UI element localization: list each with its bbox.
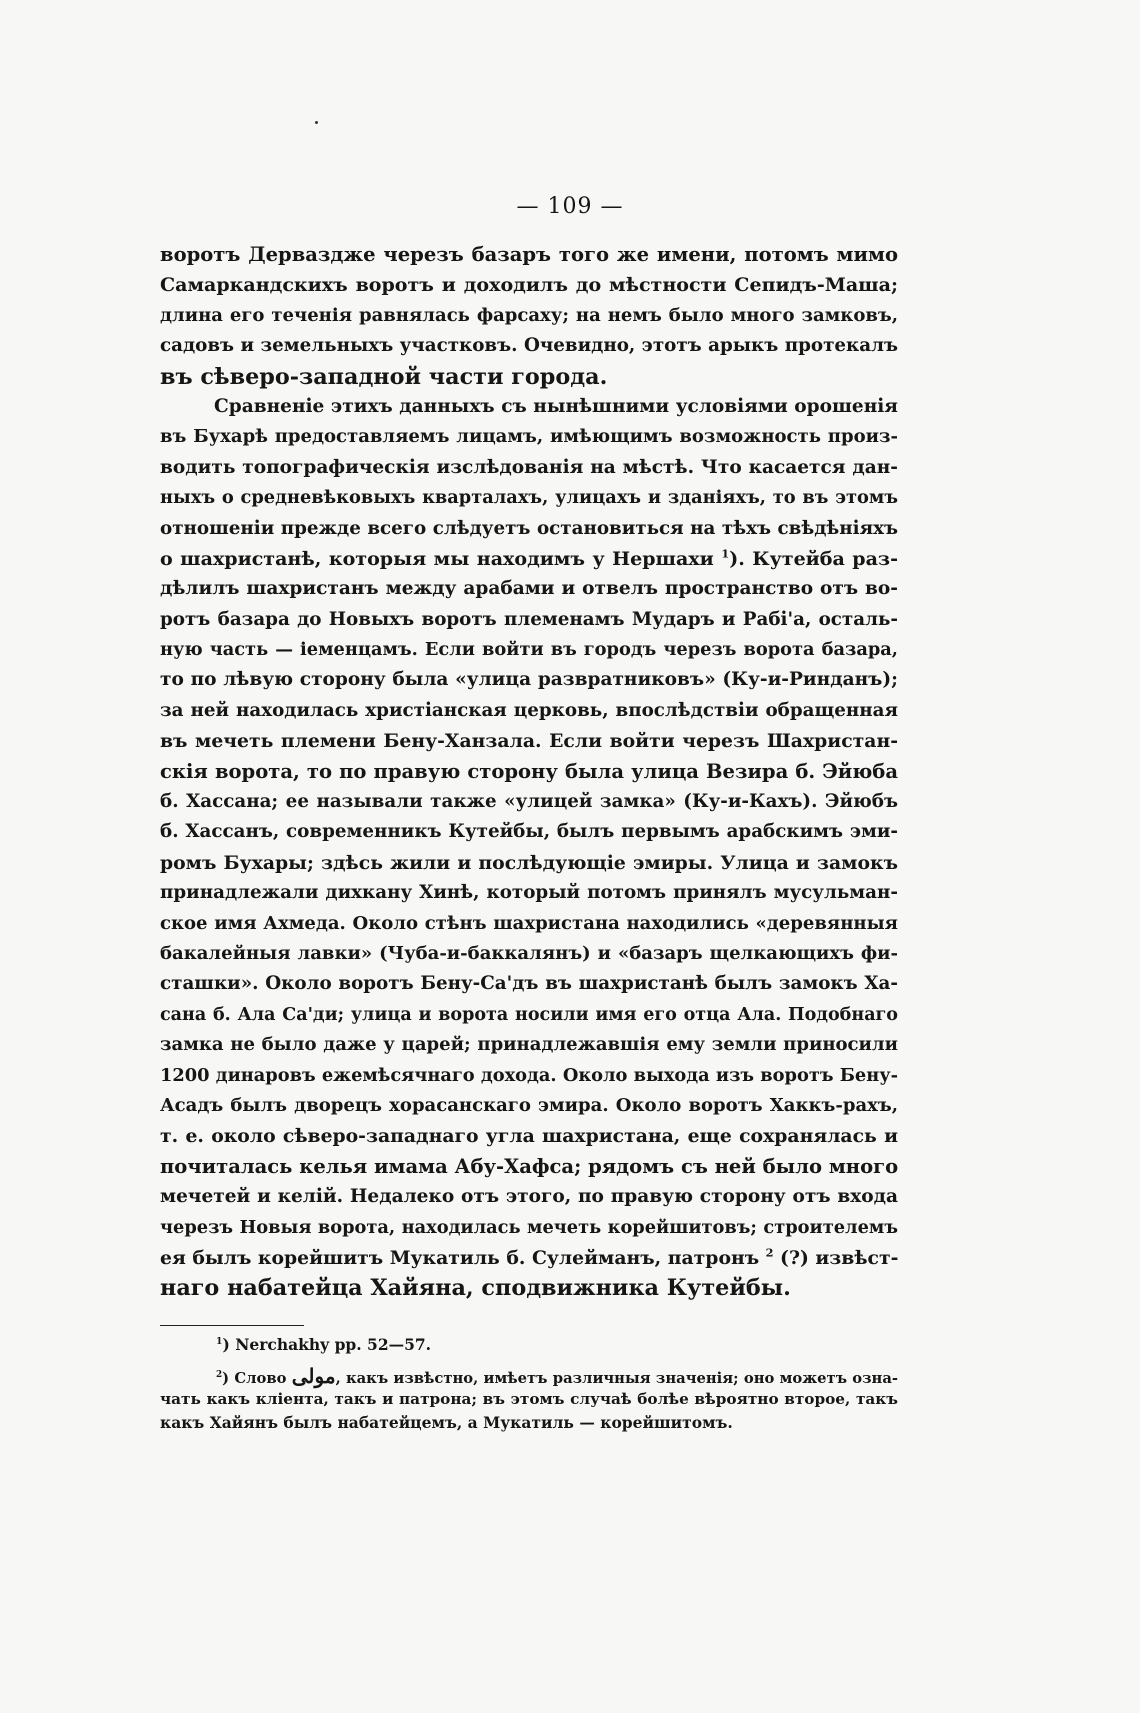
footnote-1 [160, 1333, 898, 1356]
text-line: наго набатейца Хайяна, сподвижника Кутейбы. [160, 1275, 791, 1302]
text-line: ротъ базара до Новыхъ воротъ племенамъ Мударъ и Рабі'а, осталь- [160, 608, 898, 630]
text-line: почиталась келья имама Абу-Хафса; рядомъ съ ней было много [160, 1154, 899, 1178]
text-line: въ сѣверо-западной части города. [160, 363, 608, 390]
text-fragment: (?) извѣст- [773, 1246, 899, 1269]
text-line: водить топографическія изслѣдованія на мѣстѣ. Что касается дан- [160, 456, 898, 478]
footnote-text: ) Слово [222, 1370, 287, 1387]
text-line: воротъ Дервазджe черезъ базаръ того же имени, потомъ мимо [160, 243, 898, 266]
text-line: ныхъ о средневѣковыхъ кварталахъ, улицахъ и зданіяхъ, то въ этомъ [160, 487, 898, 509]
text-line: черезъ Новыя ворота, находилась мечеть корейшитовъ; строителемъ [160, 1216, 898, 1238]
text-line: ную часть — іеменцамъ. Если войти въ городъ черезъ ворота базара, [160, 639, 898, 661]
footnote-2-line: какъ Хайянъ былъ набатейцемъ, а Мукатиль — корейшитомъ. [160, 1413, 733, 1432]
text-line: то по лѣвую сторону была «улица развратниковъ» (Ку-и-Ринданъ); [160, 669, 898, 691]
text-line: дѣлилъ шахристанъ между арабами и отвелъ пространство отъ во- [160, 578, 898, 600]
body-text [160, 240, 898, 1304]
text-line: ское имя Ахмеда. Около стѣнъ шахристана находились «деревянныя [160, 912, 898, 934]
text-line-with-footnote [160, 1243, 898, 1273]
footnote-2 [160, 1365, 898, 1388]
text-line: отношеніи прежде всего слѣдуетъ остановиться на тѣхъ свѣдѣніяхъ [160, 517, 898, 539]
text-line: въ мечеть племени Бену-Ханзала. Если войти черезъ Шахристан- [160, 730, 898, 753]
footnotes [160, 1333, 898, 1434]
footnote-text: ) Nerchakhy pp. 52—57. [222, 1335, 432, 1354]
text-line: длина его теченія равнялась фарсаху; на немъ было много замковъ, [160, 304, 898, 326]
text-line: скія ворота, то по правую сторону была улица Везира б. Эйюба [160, 759, 898, 783]
text-line: въ Бухарѣ предоставляемъ лицамъ, имѣющимъ возможность произ- [160, 426, 898, 448]
text-fragment: ). Кутейба раз- [729, 547, 898, 570]
print-speck [315, 121, 318, 124]
text-line: садовъ и земельныхъ участковъ. Очевидно, этотъ арыкъ протекалъ [160, 335, 898, 357]
text-line: б. Хассанъ, современникъ Кутейбы, былъ первымъ арабскимъ эми- [160, 821, 898, 843]
page-number: — 109 — [516, 194, 624, 219]
text-fragment: о шахристанѣ, которыя мы находимъ у Нершахи [160, 547, 714, 570]
text-line: 1200 динаровъ ежемѣсячнаго дохода. Около выхода изъ воротъ Бену- [160, 1064, 898, 1086]
footnote-separator [160, 1325, 304, 1326]
footnote-mark: 2 [216, 1370, 223, 1381]
text-line: Сравненіе этихъ данныхъ съ нынѣшними условіями орошенія [214, 395, 898, 417]
text-line: сана б. Ала Са'ди; улица и ворота носили имя его отца Ала. Подобнаго [160, 1004, 898, 1025]
text-line-with-footnote [160, 544, 898, 574]
text-line: Самаркандскихъ воротъ и доходилъ до мѣстности Сепидъ-Маша; [160, 274, 898, 297]
text-line: замка не было даже у царей; принадлежавшія ему земли приносили [160, 1034, 898, 1056]
text-fragment: ея былъ корейшитъ Мукатиль б. Сулейманъ, патронъ [160, 1246, 760, 1269]
footnote-text: , какъ извѣстно, имѣетъ различныя значенія; оно можетъ озна- [335, 1370, 898, 1387]
text-line: Асадъ былъ дворецъ хорасанскаго эмира. Около воротъ Хаккъ-рахъ, [160, 1094, 898, 1116]
footnote-2-line: чать какъ кліента, такъ и патрона; въ этомъ случаѣ болѣе вѣроятно второе, такъ [160, 1390, 898, 1408]
text-line: т. е. около сѣверо-западнаго угла шахристана, еще сохранялась и [160, 1125, 898, 1148]
arabic-word: مولى [291, 1364, 336, 1388]
footnote-ref-1: 1 [721, 546, 730, 561]
text-line: ромъ Бухары; здѣсь жили и послѣдующіе эмиры. Улица и замокъ [160, 851, 898, 874]
footnote-mark: 1 [216, 1335, 223, 1347]
text-line: б. Хассана; ее называли также «улицей замка» (Ку-и-Кахъ). Эйюбъ [160, 791, 898, 813]
text-line: бакалейныя лавки» (Чуба-и-баккалянъ) и «базаръ щелкающихъ фи- [160, 942, 898, 964]
text-line: мечетей и келій. Недалеко отъ этого, по правую сторону отъ входа [160, 1186, 898, 1208]
text-line: за ней находилась христіанская церковь, впослѣдствіи обращенная [160, 699, 898, 721]
text-line: сташки». Около воротъ Бену-Са'дъ въ шахристанѣ былъ замокъ Ха- [160, 973, 898, 995]
footnote-ref-2: 2 [765, 1245, 774, 1260]
text-line: принадлежали дихкану Хинѣ, который потомъ принялъ мусульман- [160, 882, 898, 904]
